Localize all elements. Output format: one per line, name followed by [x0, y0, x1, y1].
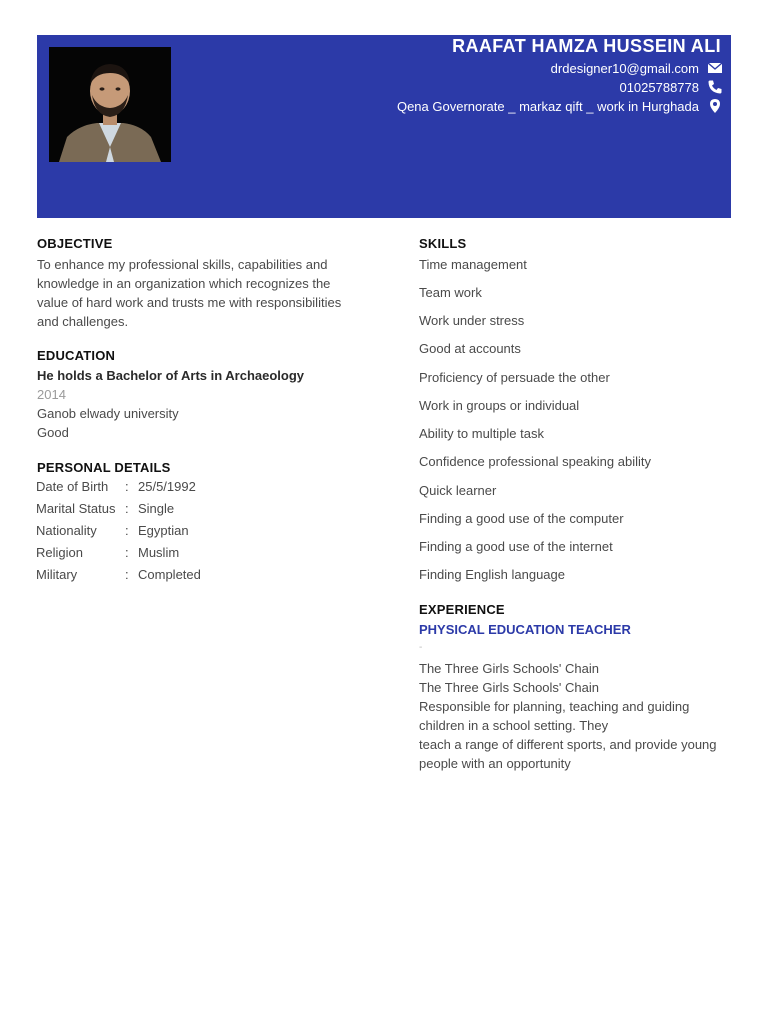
experience-line: Responsible for planning, teaching and guiding	[419, 699, 690, 714]
profile-photo-image	[49, 47, 171, 162]
personal-value: Muslim	[138, 545, 180, 560]
address-row	[397, 98, 723, 114]
personal-label: Religion	[36, 545, 83, 560]
experience-line: teach a range of different sports, and provide young	[419, 737, 717, 752]
skill-item: Quick learner	[419, 483, 497, 498]
header-banner	[37, 35, 731, 218]
experience-line: The Three Girls Schools' Chain	[419, 680, 599, 695]
objective-text: To enhance my professional skills, capabilities and knowledge in an organization which recognizes the value of hard work and trusts me with responsibilities and challenges.	[37, 257, 342, 329]
skill-item: Good at accounts	[419, 341, 521, 356]
phone-text[interactable]: 01025788778	[619, 79, 699, 95]
skill-item: Finding English language	[419, 567, 565, 582]
skill-item: Work in groups or individual	[419, 398, 580, 413]
mail-icon	[707, 60, 723, 76]
personal-label: Date of Birth	[36, 479, 109, 494]
personal-value: Egyptian	[138, 523, 189, 538]
experience-heading: EXPERIENCE	[419, 602, 505, 617]
personal-colon: :	[125, 501, 129, 516]
personal-value: 25/5/1992	[138, 479, 196, 494]
skills-heading: SKILLS	[419, 236, 467, 251]
personal-value: Single	[138, 501, 175, 516]
skill-item: Proficiency of persuade the other	[419, 370, 610, 385]
profile-photo	[49, 47, 171, 162]
education-heading: EDUCATION	[37, 348, 116, 363]
skill-item: Team work	[419, 285, 482, 300]
skill-item: Confidence professional speaking ability	[419, 454, 651, 469]
personal-colon: :	[125, 545, 129, 560]
skill-item: Time management	[419, 257, 527, 272]
education-grade: Good	[37, 425, 69, 440]
experience-job-title: PHYSICAL EDUCATION TEACHER	[419, 622, 631, 637]
education-year: 2014	[37, 387, 66, 402]
skill-item: Finding a good use of the computer	[419, 511, 624, 526]
personal-label: Nationality	[36, 523, 97, 538]
experience-line: The Three Girls Schools' Chain	[419, 661, 599, 676]
objective-heading: OBJECTIVE	[37, 236, 113, 251]
education-university: Ganob elwady university	[37, 406, 179, 421]
personal-label: Marital Status	[36, 501, 116, 516]
location-pin-icon	[707, 98, 723, 114]
skill-item: Ability to multiple task	[419, 426, 544, 441]
personal-colon: :	[125, 567, 129, 582]
personal-colon: :	[125, 523, 129, 538]
skill-item: Work under stress	[419, 313, 525, 328]
experience-line: people with an opportunity	[419, 756, 571, 771]
experience-date-placeholder: -	[419, 642, 423, 653]
personal-value: Completed	[138, 567, 201, 582]
phone-icon	[707, 79, 723, 95]
experience-line: children in a school setting. They	[419, 718, 609, 733]
skill-item: Finding a good use of the internet	[419, 539, 613, 554]
education-degree: He holds a Bachelor of Arts in Archaeology	[37, 368, 305, 383]
personal-colon: :	[125, 479, 129, 494]
candidate-name: RAAFAT HAMZA HUSSEIN ALI	[452, 36, 721, 56]
email-row	[551, 60, 723, 76]
address-text: Qena Governorate _ markaz qift _ work in Hurghada	[396, 98, 699, 114]
personal-details-heading: PERSONAL DETAILS	[37, 460, 171, 475]
phone-row	[619, 79, 723, 95]
personal-label: Military	[36, 567, 78, 582]
email-text[interactable]: drdesigner10@gmail.com	[550, 60, 699, 76]
